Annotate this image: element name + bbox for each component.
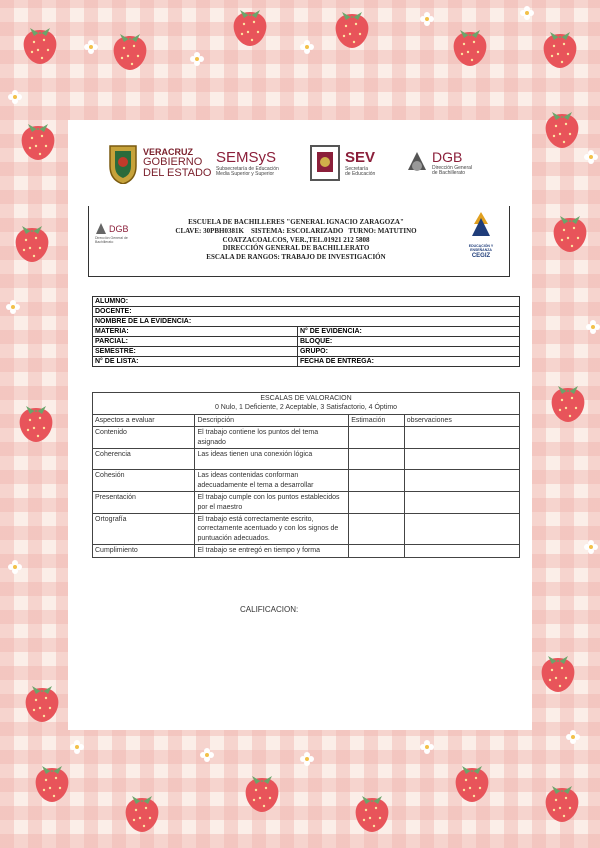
delivery-date-field: FECHA DE ENTREGA: bbox=[297, 357, 519, 367]
header-aspects: Aspectos a evaluar bbox=[93, 414, 195, 426]
materia-field: MATERIA: bbox=[93, 327, 298, 337]
school-address: COATZACOALCOS, VER.,TEL.01921 212 5808 bbox=[222, 235, 370, 244]
strawberry-icon bbox=[30, 760, 74, 804]
strawberry-icon bbox=[108, 28, 152, 72]
semsys-line-2: Media Superior y Superior bbox=[216, 170, 275, 177]
description-cell: El trabajo se entregó en tiempo y forma bbox=[195, 545, 349, 557]
flower-icon bbox=[300, 40, 314, 54]
estimation-cell[interactable] bbox=[349, 427, 405, 449]
aspect-cell: Cohesión bbox=[93, 470, 195, 492]
observation-cell[interactable] bbox=[404, 449, 519, 470]
estimation-cell[interactable] bbox=[349, 513, 405, 544]
evidence-number-field: N° DE EVIDENCIA: bbox=[297, 327, 519, 337]
sev-line-2: de Educación bbox=[345, 170, 376, 177]
document-page bbox=[68, 120, 532, 730]
bloque-field: BLOQUE: bbox=[297, 337, 519, 347]
alumno-field: ALUMNO: bbox=[93, 297, 520, 307]
sev-logo bbox=[308, 138, 375, 188]
semestre-field: SEMESTRE: bbox=[93, 347, 298, 357]
flower-icon bbox=[584, 540, 598, 554]
table-row bbox=[93, 545, 520, 557]
flower-icon bbox=[8, 560, 22, 574]
strawberry-icon bbox=[240, 770, 284, 814]
semsys-logo bbox=[216, 138, 279, 188]
dgb-line-2: de Bachillerato bbox=[432, 170, 466, 176]
strawberry-icon bbox=[350, 790, 394, 834]
cegiz-name: CEGIZ bbox=[471, 252, 491, 259]
table-row bbox=[93, 470, 520, 492]
school-header-text bbox=[161, 218, 431, 262]
flower-icon bbox=[300, 752, 314, 766]
description-cell: Las ideas tienen una conexión lógica bbox=[195, 449, 349, 470]
school-name: ESCUELA DE BACHILLERES "GENERAL IGNACIO ZARAGOZA" bbox=[188, 218, 404, 226]
strawberry-icon bbox=[540, 780, 584, 824]
strawberry-icon bbox=[10, 220, 54, 264]
school-clave: CLAVE: 30PBH0381K SISTEMA: ESCOLARIZADO TURNO: MATUTINO bbox=[175, 226, 417, 235]
estimation-cell[interactable] bbox=[349, 545, 405, 557]
strawberry-icon bbox=[16, 118, 60, 162]
veracruz-line-1: VERACRUZ bbox=[143, 146, 194, 157]
strawberry-icon bbox=[548, 210, 592, 254]
sev-emblem-icon bbox=[308, 142, 342, 184]
estimation-cell[interactable] bbox=[349, 470, 405, 492]
strawberry-icon bbox=[20, 680, 64, 724]
strawberry-icon bbox=[120, 790, 164, 834]
aspect-cell: Contenido bbox=[93, 427, 195, 449]
veracruz-line-3: DEL ESTADO bbox=[143, 166, 212, 179]
semsys-title: SEMSyS bbox=[216, 148, 277, 166]
table-row bbox=[93, 492, 520, 514]
evidence-name-field: NOMBRE DE LA EVIDENCIA: bbox=[93, 317, 520, 327]
veracruz-shield-icon bbox=[106, 142, 140, 184]
table-row bbox=[93, 427, 520, 449]
description-cell: El trabajo está correctamente escrito, correctamente acentuado y con los signos de puntuación adecuados. bbox=[195, 513, 349, 544]
scale-heading-title: ESCALAS DE VALORACION bbox=[260, 395, 352, 402]
dgb-line-1: Dirección General bbox=[432, 165, 473, 171]
dgb-logo bbox=[404, 138, 472, 188]
flower-icon bbox=[70, 740, 84, 754]
cegiz-emblem-icon bbox=[466, 210, 496, 240]
semsys-line-1: Subsecretaría de Educación bbox=[216, 165, 279, 172]
description-cell: El trabajo contiene los puntos del tema asignado bbox=[195, 427, 349, 449]
scale-title: ESCALA DE RANGOS: TRABAJO DE INVESTIGACIÓN bbox=[206, 253, 386, 261]
aspect-cell: Coherencia bbox=[93, 449, 195, 470]
student-info-table bbox=[92, 296, 520, 367]
grupo-field: GRUPO: bbox=[297, 347, 519, 357]
sev-title: SEV bbox=[345, 148, 376, 166]
parcial-field: PARCIAL: bbox=[93, 337, 298, 347]
flower-icon bbox=[84, 40, 98, 54]
strawberry-icon bbox=[546, 380, 590, 424]
veracruz-logo bbox=[106, 138, 211, 188]
flower-icon bbox=[6, 300, 20, 314]
list-number-field: N° DE LISTA: bbox=[93, 357, 298, 367]
cegiz-tagline: EDUCACIÓN Y ENSEÑANZA bbox=[468, 244, 494, 252]
flower-icon bbox=[586, 320, 600, 334]
dgb-small-subtitle: Dirección General de Bachillerato bbox=[95, 236, 128, 244]
table-row bbox=[93, 449, 520, 470]
strawberry-icon bbox=[536, 650, 580, 694]
header-estimation: Estimación bbox=[349, 414, 405, 426]
flower-icon bbox=[190, 52, 204, 66]
description-cell: El trabajo cumple con los puntos establecidos por el maestro bbox=[195, 492, 349, 514]
cegiz-logo bbox=[459, 210, 503, 259]
strawberry-icon bbox=[450, 760, 494, 804]
observation-cell[interactable] bbox=[404, 470, 519, 492]
header-observations: observaciones bbox=[404, 414, 519, 426]
flower-icon bbox=[200, 748, 214, 762]
aspect-cell: Presentación bbox=[93, 492, 195, 514]
observation-cell[interactable] bbox=[404, 427, 519, 449]
strawberry-icon bbox=[540, 106, 584, 150]
dgb-emblem-icon bbox=[404, 148, 430, 178]
veracruz-line-2: GOBIERNO bbox=[143, 155, 203, 168]
direction-name: DIRECCIÓN GENERAL DE BACHILLERATO bbox=[222, 244, 370, 253]
aspect-cell: Ortografía bbox=[93, 513, 195, 544]
flower-icon bbox=[520, 6, 534, 20]
flower-icon bbox=[8, 90, 22, 104]
school-header bbox=[88, 206, 510, 277]
flower-icon bbox=[566, 730, 580, 744]
sev-line-1: Secretaría bbox=[345, 165, 369, 172]
flower-icon bbox=[584, 150, 598, 164]
dgb-small-emblem-icon bbox=[95, 222, 107, 236]
strawberry-icon bbox=[228, 4, 272, 48]
scale-heading bbox=[93, 393, 520, 415]
logo-strip bbox=[106, 138, 506, 188]
aspect-cell: Cumplimiento bbox=[93, 545, 195, 557]
strawberry-icon bbox=[18, 22, 62, 66]
grade-label: CALIFICACION: bbox=[240, 605, 299, 614]
estimation-cell[interactable] bbox=[349, 492, 405, 514]
flower-icon bbox=[420, 740, 434, 754]
strawberry-icon bbox=[330, 6, 374, 50]
observation-cell[interactable] bbox=[404, 545, 519, 557]
estimation-cell[interactable] bbox=[349, 449, 405, 470]
rating-scale-table bbox=[92, 392, 520, 558]
scale-header-row bbox=[93, 414, 520, 426]
flower-icon bbox=[420, 12, 434, 26]
description-cell: Las ideas contenidas conforman adecuadamente el tema a desarrollar bbox=[195, 470, 349, 492]
dgb-small-title: DGB bbox=[109, 224, 129, 234]
strawberry-icon bbox=[538, 26, 582, 70]
dgb-small-logo bbox=[95, 222, 139, 245]
observation-cell[interactable] bbox=[404, 513, 519, 544]
header-description: Descripción bbox=[195, 414, 349, 426]
scale-heading-subtitle: 0 Nulo, 1 Deficiente, 2 Aceptable, 3 Satisfactorio, 4 Óptimo bbox=[214, 404, 398, 412]
strawberry-icon bbox=[448, 24, 492, 68]
dgb-title: DGB bbox=[432, 149, 463, 165]
docente-field: DOCENTE: bbox=[93, 307, 520, 317]
strawberry-icon bbox=[14, 400, 58, 444]
table-row bbox=[93, 513, 520, 544]
observation-cell[interactable] bbox=[404, 492, 519, 514]
